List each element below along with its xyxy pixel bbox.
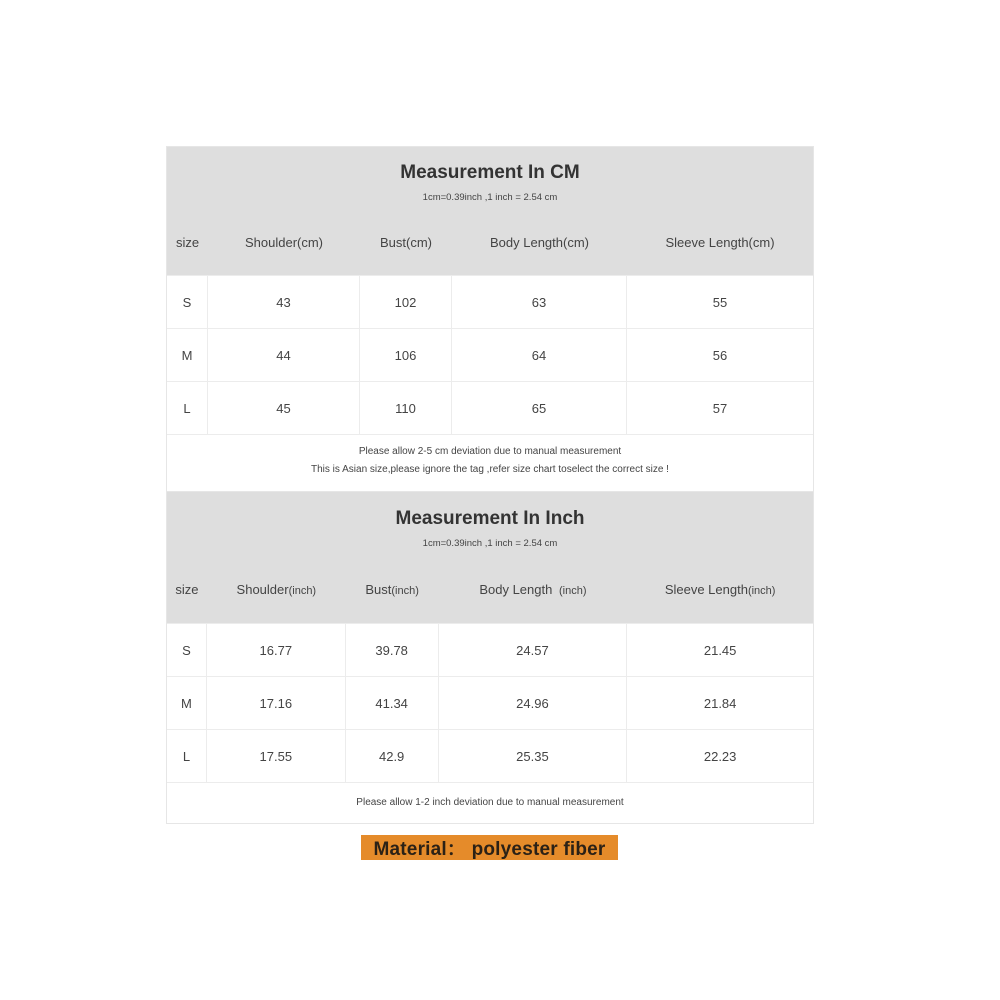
table-row bbox=[167, 275, 813, 328]
inch-deviation-note: Please allow 1-2 inch deviation due to manual measurement bbox=[167, 782, 813, 823]
table-row bbox=[167, 676, 813, 729]
column-header-body-length: Body Length(cm) bbox=[490, 235, 589, 250]
table-row bbox=[167, 328, 813, 381]
cell-sleeve-length: 56 bbox=[712, 347, 728, 363]
cell-size: L bbox=[167, 730, 207, 782]
column-header-size: size bbox=[175, 235, 200, 250]
cell-size: M bbox=[167, 329, 208, 381]
cell-sleeve-length: 22.23 bbox=[703, 748, 737, 764]
cell-bust: 39.78 bbox=[346, 624, 439, 676]
cell-shoulder: 45 bbox=[208, 382, 360, 434]
table-row bbox=[167, 729, 813, 782]
column-header-bust bbox=[346, 582, 439, 597]
cell-sleeve-length: 57 bbox=[712, 400, 728, 416]
cell-body-length: 64 bbox=[452, 329, 627, 381]
column-header-bust: Bust(cm) bbox=[380, 235, 432, 250]
cell-shoulder: 44 bbox=[208, 329, 360, 381]
cm-deviation-note bbox=[167, 434, 813, 491]
inch-conversion-note: 1cm=0.39inch ,1 inch = 2.54 cm bbox=[422, 538, 558, 549]
cell-bust: 106 bbox=[360, 329, 452, 381]
shoulder-unit: (inch) bbox=[288, 585, 317, 597]
inch-table-title: Measurement In Inch bbox=[395, 508, 585, 529]
body-length-label: Body Length bbox=[479, 582, 556, 597]
sleeve-length-unit: (inch) bbox=[747, 585, 776, 597]
cm-conversion-note: 1cm=0.39inch ,1 inch = 2.54 cm bbox=[422, 192, 558, 203]
cell-bust: 110 bbox=[360, 382, 452, 434]
table-row bbox=[167, 381, 813, 434]
cm-size-table bbox=[166, 146, 814, 492]
cell-body-length: 24.96 bbox=[439, 677, 628, 729]
body-length-unit: (inch) bbox=[555, 585, 587, 597]
table-row bbox=[167, 623, 813, 676]
inch-size-table bbox=[166, 492, 814, 824]
cell-size: S bbox=[167, 624, 207, 676]
shoulder-label: Shoulder bbox=[236, 582, 289, 597]
material-label: Material： polyester fiber bbox=[361, 835, 618, 860]
column-header-sleeve-length: Sleeve Length(cm) bbox=[665, 235, 775, 250]
cm-note-line-1: Please allow 2-5 cm deviation due to manual measurement bbox=[358, 446, 622, 457]
cell-body-length: 63 bbox=[452, 276, 627, 328]
cm-column-headers bbox=[167, 210, 813, 275]
cell-shoulder: 17.16 bbox=[207, 677, 346, 729]
inch-table-header bbox=[167, 492, 813, 623]
sleeve-length-label: Sleeve Length bbox=[664, 582, 748, 597]
cell-shoulder: 17.55 bbox=[207, 730, 346, 782]
cell-shoulder: 43 bbox=[208, 276, 360, 328]
cell-size: L bbox=[167, 382, 208, 434]
cm-table-title: Measurement In CM bbox=[400, 162, 580, 183]
cm-note-line-2: This is Asian size,please ignore the tag ,refer size chart toselect the correct size ! bbox=[311, 464, 669, 475]
cell-sleeve-length: 21.84 bbox=[703, 695, 737, 711]
cell-body-length: 25.35 bbox=[439, 730, 628, 782]
cell-body-length: 24.57 bbox=[439, 624, 628, 676]
bust-unit: (inch) bbox=[391, 585, 419, 597]
cell-size: S bbox=[167, 276, 208, 328]
size-chart bbox=[166, 146, 814, 824]
bust-label: Bust bbox=[365, 582, 392, 597]
column-header-sleeve-length bbox=[627, 582, 813, 597]
column-header-body-length bbox=[439, 582, 628, 597]
cell-bust: 42.9 bbox=[346, 730, 439, 782]
column-header-shoulder: Shoulder(cm) bbox=[244, 235, 324, 250]
column-header-shoulder bbox=[207, 582, 346, 597]
cell-shoulder: 16.77 bbox=[207, 624, 346, 676]
cm-table-header bbox=[167, 147, 813, 275]
cell-sleeve-length: 21.45 bbox=[703, 642, 737, 658]
inch-column-headers bbox=[167, 556, 813, 623]
cell-bust: 41.34 bbox=[346, 677, 439, 729]
cell-body-length: 65 bbox=[452, 382, 627, 434]
cell-sleeve-length: 55 bbox=[712, 294, 728, 310]
column-header-size: size bbox=[175, 582, 199, 597]
cell-bust: 102 bbox=[360, 276, 452, 328]
cell-size: M bbox=[167, 677, 207, 729]
